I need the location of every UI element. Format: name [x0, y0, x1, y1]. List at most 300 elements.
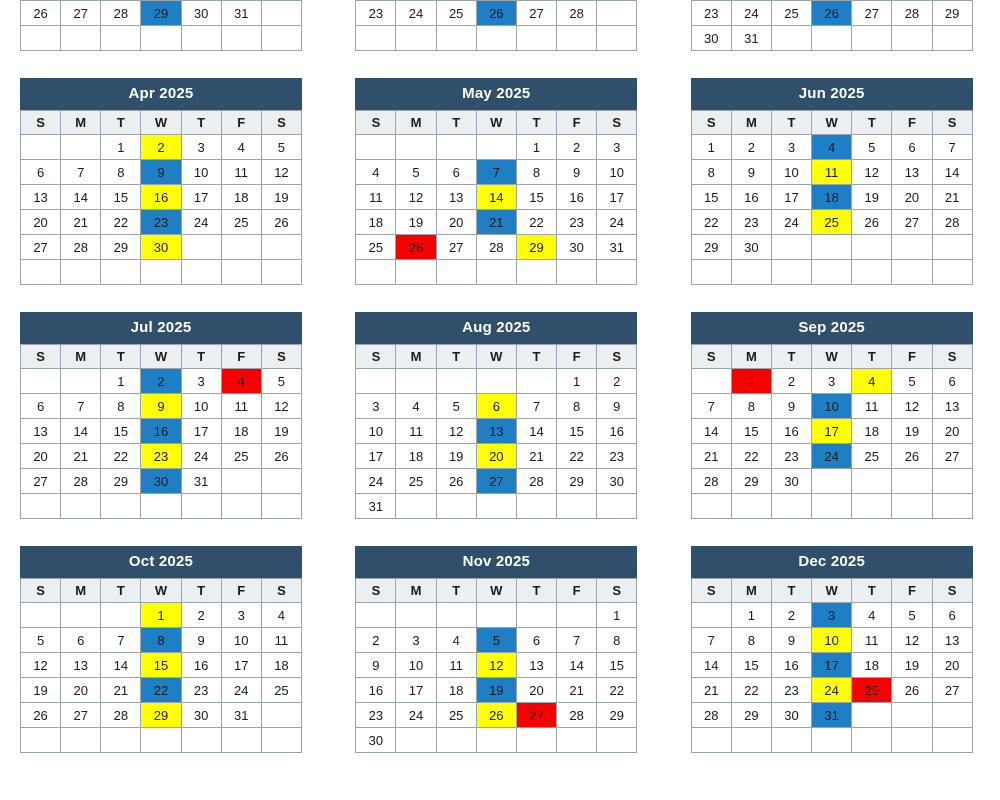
day-cell[interactable]: 23 [141, 444, 181, 469]
day-cell[interactable]: 20 [932, 419, 972, 444]
day-cell[interactable]: 25 [221, 210, 261, 235]
day-cell[interactable]: 28 [476, 235, 516, 260]
day-cell[interactable]: 20 [892, 185, 932, 210]
day-cell[interactable]: 24 [597, 210, 637, 235]
day-cell[interactable]: 4 [356, 160, 396, 185]
day-cell[interactable]: 10 [181, 160, 221, 185]
day-cell[interactable]: 21 [557, 678, 597, 703]
day-cell[interactable]: 1 [731, 603, 771, 628]
day-cell[interactable]: 7 [61, 394, 101, 419]
day-cell[interactable]: 4 [221, 369, 261, 394]
day-cell[interactable]: 28 [557, 703, 597, 728]
day-cell[interactable]: 23 [141, 210, 181, 235]
day-cell[interactable]: 2 [557, 135, 597, 160]
day-cell[interactable]: 18 [852, 419, 892, 444]
day-cell[interactable]: 19 [892, 653, 932, 678]
day-cell[interactable]: 18 [812, 185, 852, 210]
day-cell[interactable]: 15 [101, 419, 141, 444]
day-cell[interactable]: 26 [21, 703, 61, 728]
day-cell[interactable]: 26 [852, 210, 892, 235]
day-cell[interactable]: 8 [101, 394, 141, 419]
day-cell[interactable]: 5 [852, 135, 892, 160]
day-cell[interactable]: 9 [356, 653, 396, 678]
day-cell[interactable]: 13 [21, 185, 61, 210]
day-cell[interactable]: 10 [221, 628, 261, 653]
day-cell[interactable]: 28 [691, 703, 731, 728]
day-cell[interactable]: 26 [476, 703, 516, 728]
day-cell[interactable]: 3 [597, 135, 637, 160]
day-cell[interactable]: 1 [141, 603, 181, 628]
day-cell[interactable]: 8 [557, 394, 597, 419]
day-cell[interactable]: 22 [101, 210, 141, 235]
day-cell[interactable]: 29 [141, 1, 181, 26]
day-cell[interactable]: 9 [771, 628, 811, 653]
day-cell[interactable]: 14 [691, 419, 731, 444]
day-cell[interactable]: 13 [476, 419, 516, 444]
day-cell[interactable]: 26 [261, 444, 301, 469]
day-cell[interactable]: 9 [597, 394, 637, 419]
day-cell[interactable]: 20 [61, 678, 101, 703]
day-cell[interactable]: 29 [731, 469, 771, 494]
day-cell[interactable]: 29 [691, 235, 731, 260]
day-cell[interactable]: 20 [516, 678, 556, 703]
day-cell[interactable]: 5 [436, 394, 476, 419]
day-cell[interactable]: 22 [597, 678, 637, 703]
day-cell[interactable]: 18 [436, 678, 476, 703]
day-cell[interactable]: 30 [557, 235, 597, 260]
day-cell[interactable]: 6 [61, 628, 101, 653]
day-cell[interactable]: 27 [892, 210, 932, 235]
day-cell-empty [516, 26, 556, 51]
day-cell[interactable]: 13 [932, 628, 972, 653]
day-cell[interactable]: 26 [396, 235, 436, 260]
day-cell[interactable]: 5 [261, 135, 301, 160]
day-cell[interactable]: 21 [61, 210, 101, 235]
day-cell[interactable]: 15 [101, 185, 141, 210]
day-cell[interactable]: 2 [181, 603, 221, 628]
day-cell[interactable]: 8 [731, 628, 771, 653]
day-cell[interactable]: 18 [396, 444, 436, 469]
day-cell[interactable]: 5 [21, 628, 61, 653]
day-cell[interactable]: 15 [691, 185, 731, 210]
day-cell[interactable]: 12 [476, 653, 516, 678]
day-cell[interactable]: 25 [852, 678, 892, 703]
day-cell[interactable]: 10 [356, 419, 396, 444]
day-cell[interactable]: 4 [852, 603, 892, 628]
day-cell[interactable]: 30 [771, 469, 811, 494]
day-cell[interactable]: 6 [516, 628, 556, 653]
day-cell[interactable]: 25 [812, 210, 852, 235]
day-cell[interactable]: 15 [141, 653, 181, 678]
day-cell[interactable]: 18 [221, 185, 261, 210]
day-cell[interactable]: 17 [597, 185, 637, 210]
day-cell[interactable]: 31 [356, 494, 396, 519]
day-cell[interactable]: 17 [396, 678, 436, 703]
day-cell[interactable]: 26 [261, 210, 301, 235]
day-cell[interactable]: 19 [852, 185, 892, 210]
day-cell[interactable]: 17 [181, 185, 221, 210]
day-cell[interactable]: 30 [731, 235, 771, 260]
day-cell[interactable]: 29 [101, 469, 141, 494]
day-cell[interactable]: 19 [396, 210, 436, 235]
day-cell[interactable]: 4 [436, 628, 476, 653]
day-cell[interactable]: 20 [21, 444, 61, 469]
day-cell[interactable]: 4 [221, 135, 261, 160]
day-cell[interactable]: 27 [932, 678, 972, 703]
day-cell[interactable]: 16 [557, 185, 597, 210]
day-cell[interactable]: 28 [101, 1, 141, 26]
day-cell[interactable]: 3 [181, 369, 221, 394]
day-cell[interactable]: 4 [396, 394, 436, 419]
day-cell[interactable]: 30 [181, 1, 221, 26]
day-cell[interactable]: 27 [21, 469, 61, 494]
day-cell[interactable]: 29 [731, 703, 771, 728]
day-cell[interactable]: 23 [691, 1, 731, 26]
day-cell[interactable]: 8 [141, 628, 181, 653]
day-cell[interactable]: 7 [516, 394, 556, 419]
day-cell[interactable]: 3 [181, 135, 221, 160]
day-cell[interactable]: 26 [476, 1, 516, 26]
day-cell[interactable]: 9 [771, 394, 811, 419]
day-cell[interactable]: 21 [476, 210, 516, 235]
day-cell[interactable]: 15 [597, 653, 637, 678]
day-cell[interactable]: 30 [691, 26, 731, 51]
day-cell[interactable]: 24 [181, 444, 221, 469]
day-cell[interactable]: 27 [436, 235, 476, 260]
day-cell[interactable]: 21 [516, 444, 556, 469]
day-cell[interactable]: 29 [141, 703, 181, 728]
day-cell[interactable]: 2 [141, 135, 181, 160]
day-cell[interactable]: 7 [557, 628, 597, 653]
day-cell[interactable]: 23 [356, 703, 396, 728]
day-cell[interactable]: 31 [221, 703, 261, 728]
day-cell[interactable]: 5 [396, 160, 436, 185]
day-cell[interactable]: 31 [181, 469, 221, 494]
day-cell[interactable]: 19 [261, 185, 301, 210]
day-cell[interactable]: 29 [516, 235, 556, 260]
day-cell[interactable]: 11 [812, 160, 852, 185]
day-cell[interactable]: 30 [771, 703, 811, 728]
day-cell[interactable]: 14 [691, 653, 731, 678]
day-cell[interactable]: 12 [396, 185, 436, 210]
day-cell[interactable]: 14 [932, 160, 972, 185]
day-cell[interactable]: 6 [436, 160, 476, 185]
day-cell[interactable]: 18 [261, 653, 301, 678]
day-cell[interactable]: 16 [181, 653, 221, 678]
day-cell[interactable]: 27 [21, 235, 61, 260]
day-cell[interactable]: 26 [892, 678, 932, 703]
day-cell[interactable]: 25 [771, 1, 811, 26]
day-cell[interactable]: 16 [141, 419, 181, 444]
day-cell[interactable]: 1 [101, 135, 141, 160]
day-cell[interactable]: 12 [261, 394, 301, 419]
day-cell[interactable]: 14 [61, 419, 101, 444]
day-cell[interactable]: 1 [731, 369, 771, 394]
day-cell[interactable]: 27 [516, 1, 556, 26]
day-cell[interactable]: 20 [436, 210, 476, 235]
day-cell[interactable]: 29 [101, 235, 141, 260]
day-cell[interactable]: 22 [691, 210, 731, 235]
day-cell[interactable]: 6 [21, 394, 61, 419]
day-cell[interactable]: 3 [771, 135, 811, 160]
day-cell[interactable]: 24 [731, 1, 771, 26]
day-cell[interactable]: 1 [597, 603, 637, 628]
day-cell[interactable]: 29 [932, 1, 972, 26]
day-cell[interactable]: 1 [691, 135, 731, 160]
day-cell[interactable]: 9 [141, 394, 181, 419]
day-cell[interactable]: 28 [691, 469, 731, 494]
day-cell[interactable]: 11 [221, 160, 261, 185]
day-cell[interactable]: 10 [181, 394, 221, 419]
day-cell[interactable]: 23 [356, 1, 396, 26]
day-cell[interactable]: 23 [771, 678, 811, 703]
day-cell[interactable]: 26 [892, 444, 932, 469]
day-cell[interactable]: 1 [101, 369, 141, 394]
day-cell[interactable]: 30 [141, 469, 181, 494]
day-cell[interactable]: 15 [516, 185, 556, 210]
day-cell[interactable]: 25 [852, 444, 892, 469]
day-cell[interactable]: 22 [516, 210, 556, 235]
day-cell[interactable]: 12 [261, 160, 301, 185]
day-cell[interactable]: 17 [771, 185, 811, 210]
day-cell[interactable]: 22 [557, 444, 597, 469]
day-cell[interactable]: 23 [771, 444, 811, 469]
day-cell[interactable]: 12 [892, 628, 932, 653]
day-cell[interactable]: 13 [516, 653, 556, 678]
day-cell[interactable]: 11 [852, 394, 892, 419]
day-cell[interactable]: 21 [691, 678, 731, 703]
day-cell[interactable]: 19 [261, 419, 301, 444]
day-cell[interactable]: 25 [221, 444, 261, 469]
day-cell[interactable]: 3 [812, 369, 852, 394]
day-cell[interactable]: 16 [731, 185, 771, 210]
day-cell[interactable]: 5 [892, 603, 932, 628]
day-cell[interactable]: 12 [436, 419, 476, 444]
day-cell[interactable]: 14 [516, 419, 556, 444]
day-cell[interactable]: 15 [731, 419, 771, 444]
day-cell[interactable]: 24 [181, 210, 221, 235]
day-cell[interactable]: 8 [731, 394, 771, 419]
day-cell[interactable]: 9 [731, 160, 771, 185]
day-cell[interactable]: 23 [597, 444, 637, 469]
day-cell[interactable]: 7 [61, 160, 101, 185]
day-cell[interactable]: 6 [892, 135, 932, 160]
day-cell[interactable]: 10 [812, 394, 852, 419]
day-cell[interactable]: 10 [812, 628, 852, 653]
day-cell[interactable]: 27 [932, 444, 972, 469]
day-cell[interactable]: 18 [852, 653, 892, 678]
day-cell[interactable]: 9 [141, 160, 181, 185]
weekday-header-row [21, 579, 302, 603]
day-cell[interactable]: 11 [852, 628, 892, 653]
day-cell[interactable]: 28 [516, 469, 556, 494]
day-cell[interactable]: 2 [597, 369, 637, 394]
day-cell[interactable]: 23 [557, 210, 597, 235]
day-cell[interactable]: 20 [21, 210, 61, 235]
day-cell[interactable]: 14 [101, 653, 141, 678]
day-cell[interactable]: 31 [812, 703, 852, 728]
day-cell[interactable]: 5 [892, 369, 932, 394]
day-cell[interactable]: 16 [141, 185, 181, 210]
day-cell[interactable]: 25 [436, 1, 476, 26]
day-cell-empty [181, 494, 221, 519]
day-cell[interactable]: 10 [396, 653, 436, 678]
day-cell[interactable]: 25 [396, 469, 436, 494]
day-cell[interactable]: 28 [892, 1, 932, 26]
day-cell[interactable]: 2 [731, 135, 771, 160]
day-cell[interactable]: 2 [141, 369, 181, 394]
day-cell[interactable]: 13 [932, 394, 972, 419]
day-cell[interactable]: 6 [932, 369, 972, 394]
day-cell[interactable]: 8 [516, 160, 556, 185]
day-cell[interactable]: 27 [852, 1, 892, 26]
day-cell[interactable]: 27 [61, 1, 101, 26]
day-cell[interactable]: 3 [812, 603, 852, 628]
day-cell[interactable]: 16 [771, 419, 811, 444]
day-cell[interactable]: 7 [691, 394, 731, 419]
day-cell[interactable]: 6 [476, 394, 516, 419]
day-cell[interactable]: 7 [691, 628, 731, 653]
day-cell[interactable]: 8 [691, 160, 731, 185]
day-cell[interactable]: 24 [396, 703, 436, 728]
day-cell[interactable]: 10 [771, 160, 811, 185]
day-cell[interactable]: 19 [436, 444, 476, 469]
day-cell[interactable]: 3 [396, 628, 436, 653]
day-cell[interactable]: 14 [61, 185, 101, 210]
day-cell[interactable]: 28 [557, 1, 597, 26]
day-cell[interactable]: 22 [731, 444, 771, 469]
day-cell[interactable]: 17 [812, 653, 852, 678]
day-cell[interactable]: 16 [356, 678, 396, 703]
day-cell[interactable]: 21 [61, 444, 101, 469]
day-cell[interactable]: 4 [261, 603, 301, 628]
day-cell[interactable]: 16 [597, 419, 637, 444]
day-cell[interactable]: 3 [221, 603, 261, 628]
day-cell[interactable]: 14 [476, 185, 516, 210]
day-cell[interactable]: 19 [892, 419, 932, 444]
day-cell[interactable]: 24 [356, 469, 396, 494]
day-cell[interactable]: 2 [356, 628, 396, 653]
day-cell[interactable]: 1 [557, 369, 597, 394]
day-cell[interactable]: 11 [436, 653, 476, 678]
day-cell[interactable]: 16 [771, 653, 811, 678]
day-cell[interactable]: 5 [261, 369, 301, 394]
day-cell[interactable]: 25 [356, 235, 396, 260]
day-cell[interactable]: 8 [597, 628, 637, 653]
day-cell[interactable]: 9 [181, 628, 221, 653]
day-cell[interactable]: 4 [852, 369, 892, 394]
day-cell[interactable]: 30 [356, 728, 396, 753]
day-cell[interactable]: 27 [476, 469, 516, 494]
day-cell[interactable]: 24 [221, 678, 261, 703]
day-cell[interactable]: 15 [557, 419, 597, 444]
day-cell[interactable]: 31 [731, 26, 771, 51]
day-cell[interactable]: 30 [597, 469, 637, 494]
day-cell[interactable]: 11 [396, 419, 436, 444]
day-cell[interactable]: 17 [812, 419, 852, 444]
day-cell[interactable]: 26 [812, 1, 852, 26]
day-cell[interactable]: 17 [356, 444, 396, 469]
day-cell[interactable]: 29 [557, 469, 597, 494]
day-cell[interactable]: 17 [181, 419, 221, 444]
day-cell[interactable]: 7 [932, 135, 972, 160]
day-cell[interactable]: 22 [731, 678, 771, 703]
day-cell[interactable]: 6 [21, 160, 61, 185]
day-cell[interactable]: 11 [356, 185, 396, 210]
day-cell[interactable]: 22 [101, 444, 141, 469]
week-row [691, 469, 972, 494]
day-cell[interactable]: 11 [261, 628, 301, 653]
day-cell[interactable]: 30 [141, 235, 181, 260]
day-cell[interactable]: 23 [181, 678, 221, 703]
day-cell[interactable]: 8 [101, 160, 141, 185]
day-cell[interactable]: 1 [516, 135, 556, 160]
day-cell[interactable]: 24 [396, 1, 436, 26]
day-cell[interactable]: 12 [852, 160, 892, 185]
day-cell[interactable]: 14 [557, 653, 597, 678]
day-cell[interactable]: 28 [932, 210, 972, 235]
day-cell[interactable]: 20 [476, 444, 516, 469]
day-cell[interactable]: 4 [812, 135, 852, 160]
day-cell[interactable]: 12 [892, 394, 932, 419]
day-cell[interactable]: 21 [101, 678, 141, 703]
day-cell[interactable]: 7 [101, 628, 141, 653]
day-cell[interactable]: 24 [771, 210, 811, 235]
day-cell[interactable]: 21 [932, 185, 972, 210]
day-cell[interactable]: 31 [597, 235, 637, 260]
day-cell[interactable]: 3 [356, 394, 396, 419]
day-cell[interactable]: 29 [597, 703, 637, 728]
day-cell[interactable]: 9 [557, 160, 597, 185]
day-cell[interactable]: 7 [476, 160, 516, 185]
day-cell[interactable]: 26 [21, 1, 61, 26]
day-cell[interactable]: 2 [771, 603, 811, 628]
day-cell[interactable]: 11 [221, 394, 261, 419]
day-cell[interactable]: 31 [221, 1, 261, 26]
day-cell[interactable]: 19 [21, 678, 61, 703]
day-cell[interactable]: 20 [932, 653, 972, 678]
day-cell[interactable]: 2 [771, 369, 811, 394]
day-cell[interactable]: 19 [476, 678, 516, 703]
day-cell[interactable]: 26 [436, 469, 476, 494]
day-cell[interactable]: 6 [932, 603, 972, 628]
day-cell[interactable]: 22 [141, 678, 181, 703]
day-cell[interactable]: 25 [261, 678, 301, 703]
day-cell[interactable]: 27 [516, 703, 556, 728]
day-cell[interactable]: 5 [476, 628, 516, 653]
day-cell[interactable]: 18 [356, 210, 396, 235]
day-cell[interactable]: 10 [597, 160, 637, 185]
day-cell[interactable]: 17 [221, 653, 261, 678]
day-cell[interactable]: 15 [731, 653, 771, 678]
day-cell[interactable]: 18 [221, 419, 261, 444]
day-cell[interactable]: 21 [691, 444, 731, 469]
day-cell[interactable]: 30 [181, 703, 221, 728]
day-cell[interactable]: 28 [101, 703, 141, 728]
day-cell[interactable]: 13 [892, 160, 932, 185]
day-cell[interactable]: 25 [436, 703, 476, 728]
day-cell[interactable]: 13 [436, 185, 476, 210]
day-cell[interactable]: 24 [812, 444, 852, 469]
day-cell[interactable]: 28 [61, 469, 101, 494]
day-cell[interactable]: 24 [812, 678, 852, 703]
day-cell[interactable]: 12 [21, 653, 61, 678]
day-cell[interactable]: 13 [61, 653, 101, 678]
day-cell[interactable]: 23 [731, 210, 771, 235]
day-cell[interactable]: 28 [61, 235, 101, 260]
day-cell[interactable]: 27 [61, 703, 101, 728]
day-cell[interactable]: 13 [21, 419, 61, 444]
